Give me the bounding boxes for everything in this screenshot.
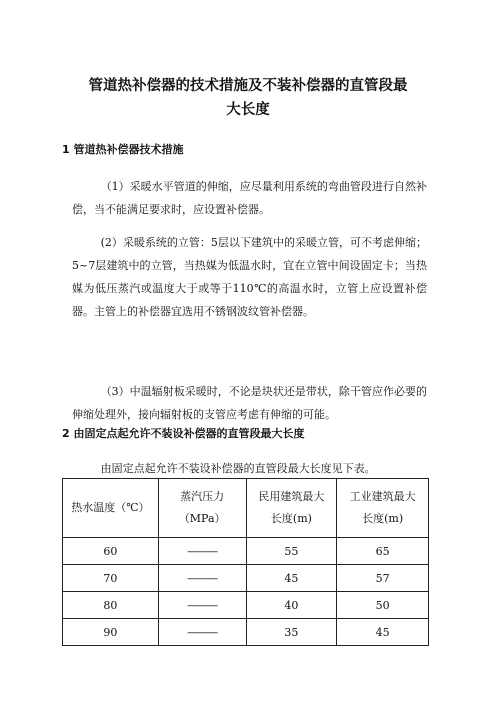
table-row [63, 592, 429, 619]
header-text: 蒸汽压力 [180, 490, 225, 503]
paragraph-1: （1）采暖水平管道的伸缩，应尽量利用系统的弯曲管段进行自然补偿，当不能满足要求时，应设置补偿器。 [72, 180, 427, 216]
table-cell: 80 [63, 592, 159, 619]
paragraph-3: （3）中温辐射板采暖时，不论是块状还是带状，除干管应作必要的伸缩处理外，接向辐射板的支管应考虑有伸缩的可能。 [72, 385, 427, 421]
table-cell: 40 [246, 592, 337, 619]
table-cell: ——— [158, 619, 246, 646]
table-intro: 由固定点起允许不装设补偿器的直管段最大长度见下表。 [100, 462, 376, 475]
table-row [63, 565, 429, 592]
header-unit: （MPa） [178, 512, 226, 525]
page-title [60, 74, 436, 122]
paragraph-2: (2）采暖系统的立管：5层以下建筑中的采暖立管，可不考虑伸缩；5~7层建筑中的立管，当热媒为低温水时，宜在立管中间设固定卡；当热媒为低压蒸汽或温度大于或等于110℃的高温水时，立管上应设置补偿器。主管上的补偿器宜选用不锈钢波纹管补偿器。 [72, 236, 427, 318]
table-cell: ——— [158, 538, 246, 565]
table-cell: 57 [337, 565, 429, 592]
table-cell: 70 [63, 565, 159, 592]
table-cell: 55 [246, 538, 337, 565]
header-cell [63, 479, 159, 538]
header-text: 民用建筑最大 [258, 490, 325, 503]
title-line-1: 管道热补偿器的技术措施及不装补偿器的直管段最 [88, 78, 408, 94]
table-row [63, 619, 429, 646]
table-cell: 35 [246, 619, 337, 646]
title-line-2: 大长度 [226, 102, 270, 118]
table-cell: 90 [63, 619, 159, 646]
table-header-row [63, 479, 429, 538]
section-2-heading: 2 由固定点起允许不装设补偿器的直管段最大长度 [62, 427, 305, 440]
table-cell: 45 [246, 565, 337, 592]
table-row [63, 538, 429, 565]
table-cell: 50 [337, 592, 429, 619]
header-text: 热水温度（℃） [71, 501, 150, 514]
header-cell [246, 479, 337, 538]
length-table [62, 478, 429, 646]
table-cell: ——— [158, 592, 246, 619]
table-cell: 60 [63, 538, 159, 565]
header-cell [337, 479, 429, 538]
header-unit: 长度(m) [270, 512, 312, 525]
table-cell: 45 [337, 619, 429, 646]
table-cell: ——— [158, 565, 246, 592]
header-text: 工业建筑最大 [349, 490, 416, 503]
table-cell: 65 [337, 538, 429, 565]
header-unit: 长度(m) [362, 512, 404, 525]
header-cell [158, 479, 246, 538]
section-1-heading: 1 管道热补偿器技术措施 [62, 143, 184, 156]
